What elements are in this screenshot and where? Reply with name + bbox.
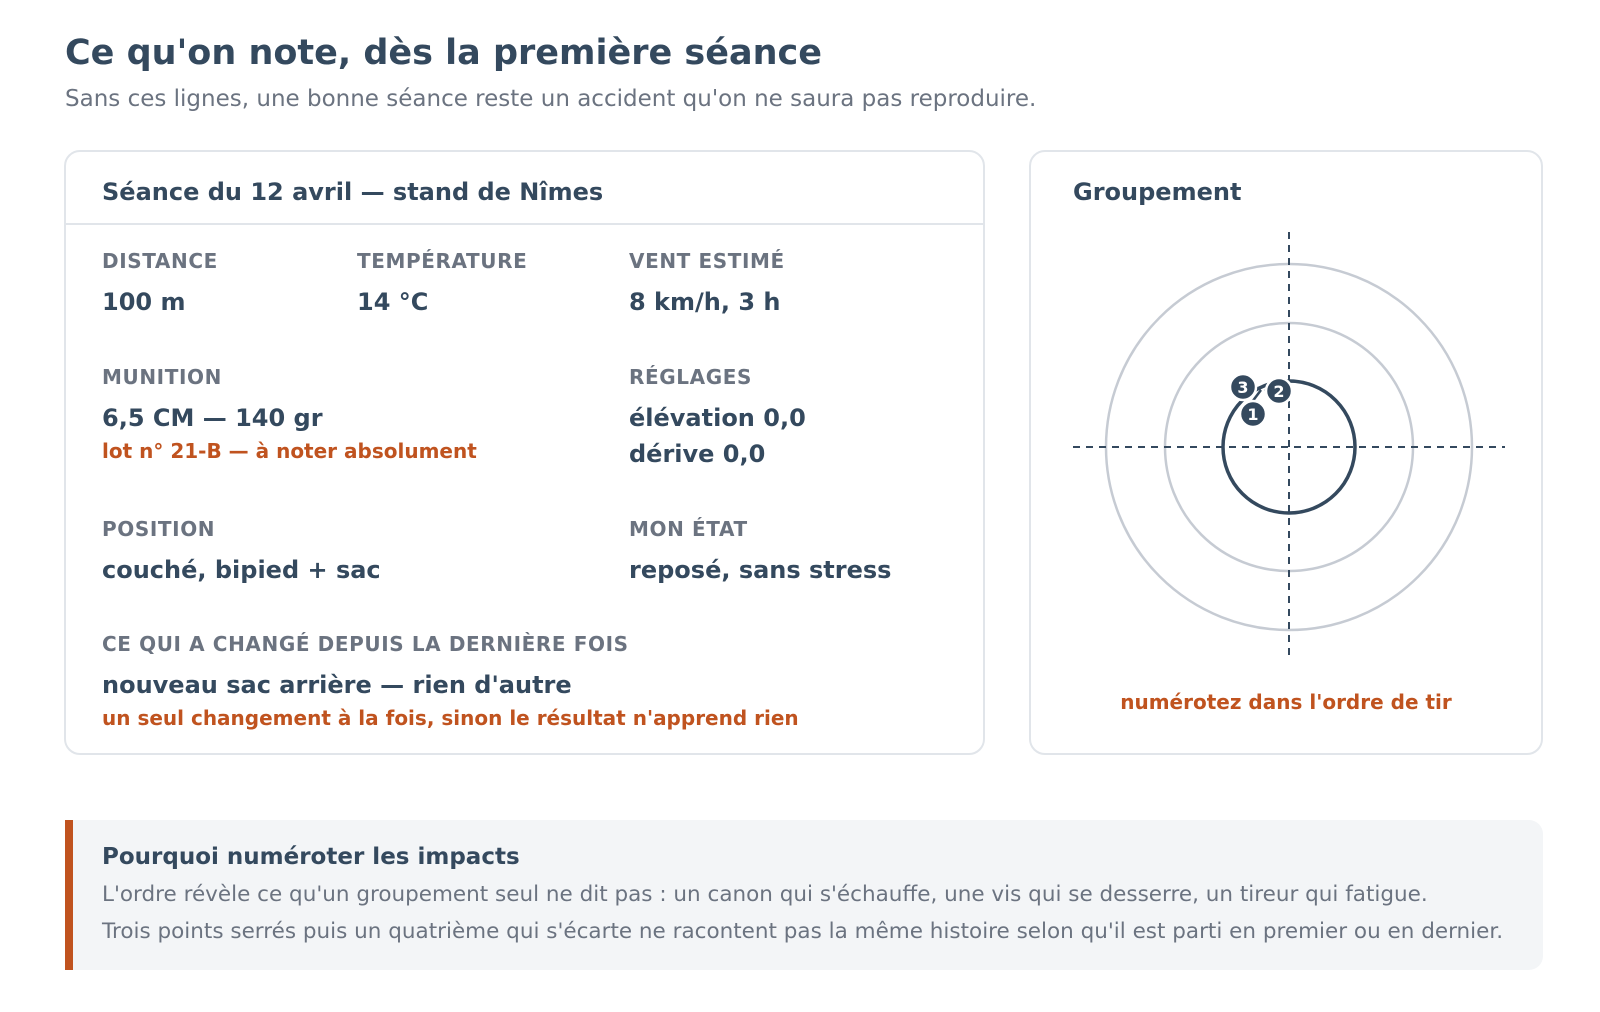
state-label: MON ÉTAT [629,517,748,541]
distance-value: 100 m [102,288,186,316]
session-card [64,150,985,755]
shot-3-marker [1230,374,1256,400]
shot-3-label: 3 [1237,378,1249,397]
temperature-value: 14 °C [357,288,429,316]
state-value: reposé, sans stress [629,556,892,584]
callout-title: Pourquoi numéroter les impacts [102,844,520,870]
grouping-card [1029,150,1543,755]
callout-line-1: L'ordre révèle ce qu'un groupement seul ne dit pas : un canon qui s'échauffe, une vis qui se desserre, un tireur qui fatigue. [102,882,1428,907]
session-card-header [66,152,983,225]
shot-1-label: 1 [1247,405,1259,424]
page-title: Ce qu'on note, dès la première séance [65,33,822,73]
ammo-lot-note: lot n° 21-B — à noter absolument [102,439,477,463]
wind-label: VENT ESTIMÉ [629,249,785,273]
callout-line-2: Trois points serrés puis un quatrième qui s'écarte ne racontent pas la même histoire selon qu'il est parti en premier ou en dernier. [102,919,1504,944]
changes-label: CE QUI A CHANGÉ DEPUIS LA DERNIÈRE FOIS [102,632,629,656]
ammo-field [102,364,477,466]
temperature-label: TEMPÉRATURE [357,249,528,273]
grouping-title: Groupement [1073,178,1242,206]
settings-elevation-value: élévation 0,0 [629,404,806,432]
session-title: Séance du 12 avril — stand de Nîmes [102,178,604,206]
callout-note [65,820,1543,970]
changes-note: un seul changement à la fois, sinon le résultat n'apprend rien [102,706,799,730]
shot-2-marker [1266,378,1292,404]
position-field [102,516,381,588]
page-subtitle: Sans ces lignes, une bonne séance reste un accident qu'on ne saura pas reproduire. [65,86,1037,112]
shot-1-marker [1240,401,1266,427]
wind-field [629,248,785,320]
position-value: couché, bipied + sac [102,556,381,584]
wind-value: 8 km/h, 3 h [629,288,781,316]
target-diagram [1031,152,1545,757]
settings-field [629,364,806,472]
ammo-value: 6,5 CM — 140 gr [102,404,323,432]
distance-field [102,248,218,320]
callout-accent-bar [65,820,73,970]
grouping-caption: numérotez dans l'ordre de tir [1120,690,1452,714]
state-field [629,516,891,588]
settings-drift-value: dérive 0,0 [629,440,766,468]
ammo-label: MUNITION [102,365,222,389]
shot-2-label: 2 [1273,382,1285,401]
temperature-field [357,248,527,320]
changes-value: nouveau sac arrière — rien d'autre [102,671,572,699]
position-label: POSITION [102,517,216,541]
settings-label: RÉGLAGES [629,365,752,389]
changes-field [102,631,799,733]
distance-label: DISTANCE [102,249,218,273]
